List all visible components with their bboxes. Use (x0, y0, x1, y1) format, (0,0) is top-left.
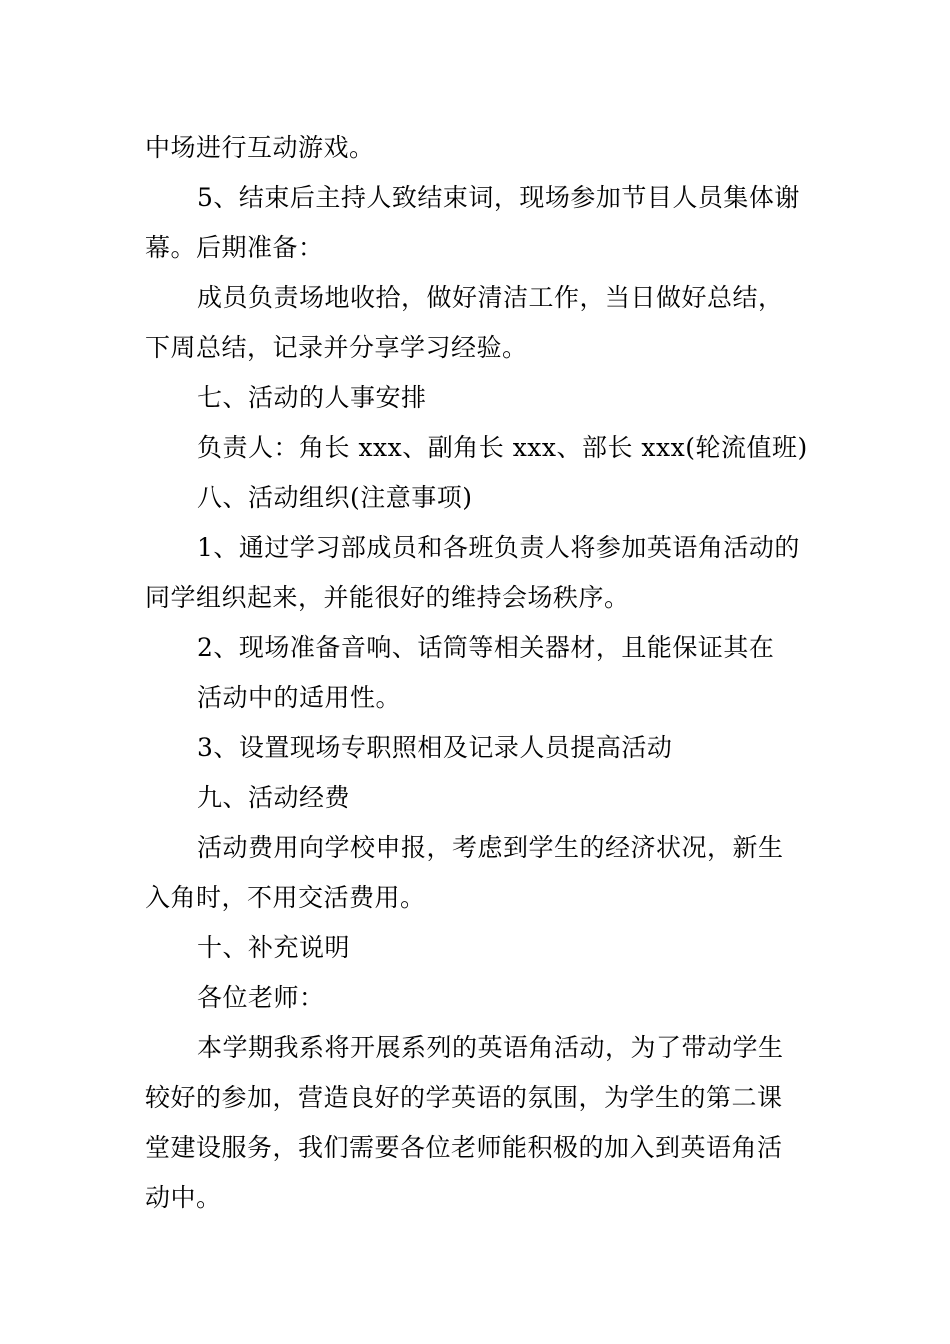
text-line: 下周总结，记录并分享学习经验。 (145, 333, 528, 362)
text-line: 幕。后期准备： (145, 233, 324, 262)
section-heading: 十、补充说明 (197, 933, 351, 962)
text-line: 中场进行互动游戏。 (145, 133, 375, 162)
text-line: 本学期我系将开展系列的英语角活动，为了带动学生 (197, 1033, 784, 1062)
section-heading: 九、活动经费 (197, 783, 351, 812)
text-line: 动中。 (145, 1183, 222, 1212)
text-line: 各位老师： (197, 983, 325, 1012)
section-heading: 八、活动组织(注意事项) (197, 483, 473, 512)
text-line: 5、结束后主持人致结束词，现场参加节目人员集体谢 (197, 183, 800, 212)
text-line: 堂建设服务，我们需要各位老师能积极的加入到英语角活 (145, 1133, 783, 1162)
text-line: 3、设置现场专职照相及记录人员提高活动 (197, 733, 673, 762)
text-line: 2、现场准备音响、话筒等相关器材，且能保证其在 (197, 633, 775, 662)
text-line: 活动中的适用性。 (197, 683, 402, 712)
text-line: 1、通过学习部成员和各班负责人将参加英语角活动的 (197, 533, 800, 562)
text-line: 活动费用向学校申报，考虑到学生的经济状况，新生 (197, 833, 784, 862)
text-line: 较好的参加，营造良好的学英语的氛围，为学生的第二课 (145, 1083, 783, 1112)
text-line: 成员负责场地收拾，做好清洁工作，当日做好总结， (197, 283, 784, 312)
document-body (145, 123, 810, 1223)
text-line: 同学组织起来，并能很好的维持会场秩序。 (145, 583, 630, 612)
text-line: 负责人：角长 xxx、副角长 xxx、部长 xxx(轮流值班) (197, 433, 808, 462)
section-heading: 七、活动的人事安排 (197, 383, 427, 412)
text-line: 入角时，不用交活费用。 (145, 883, 426, 912)
